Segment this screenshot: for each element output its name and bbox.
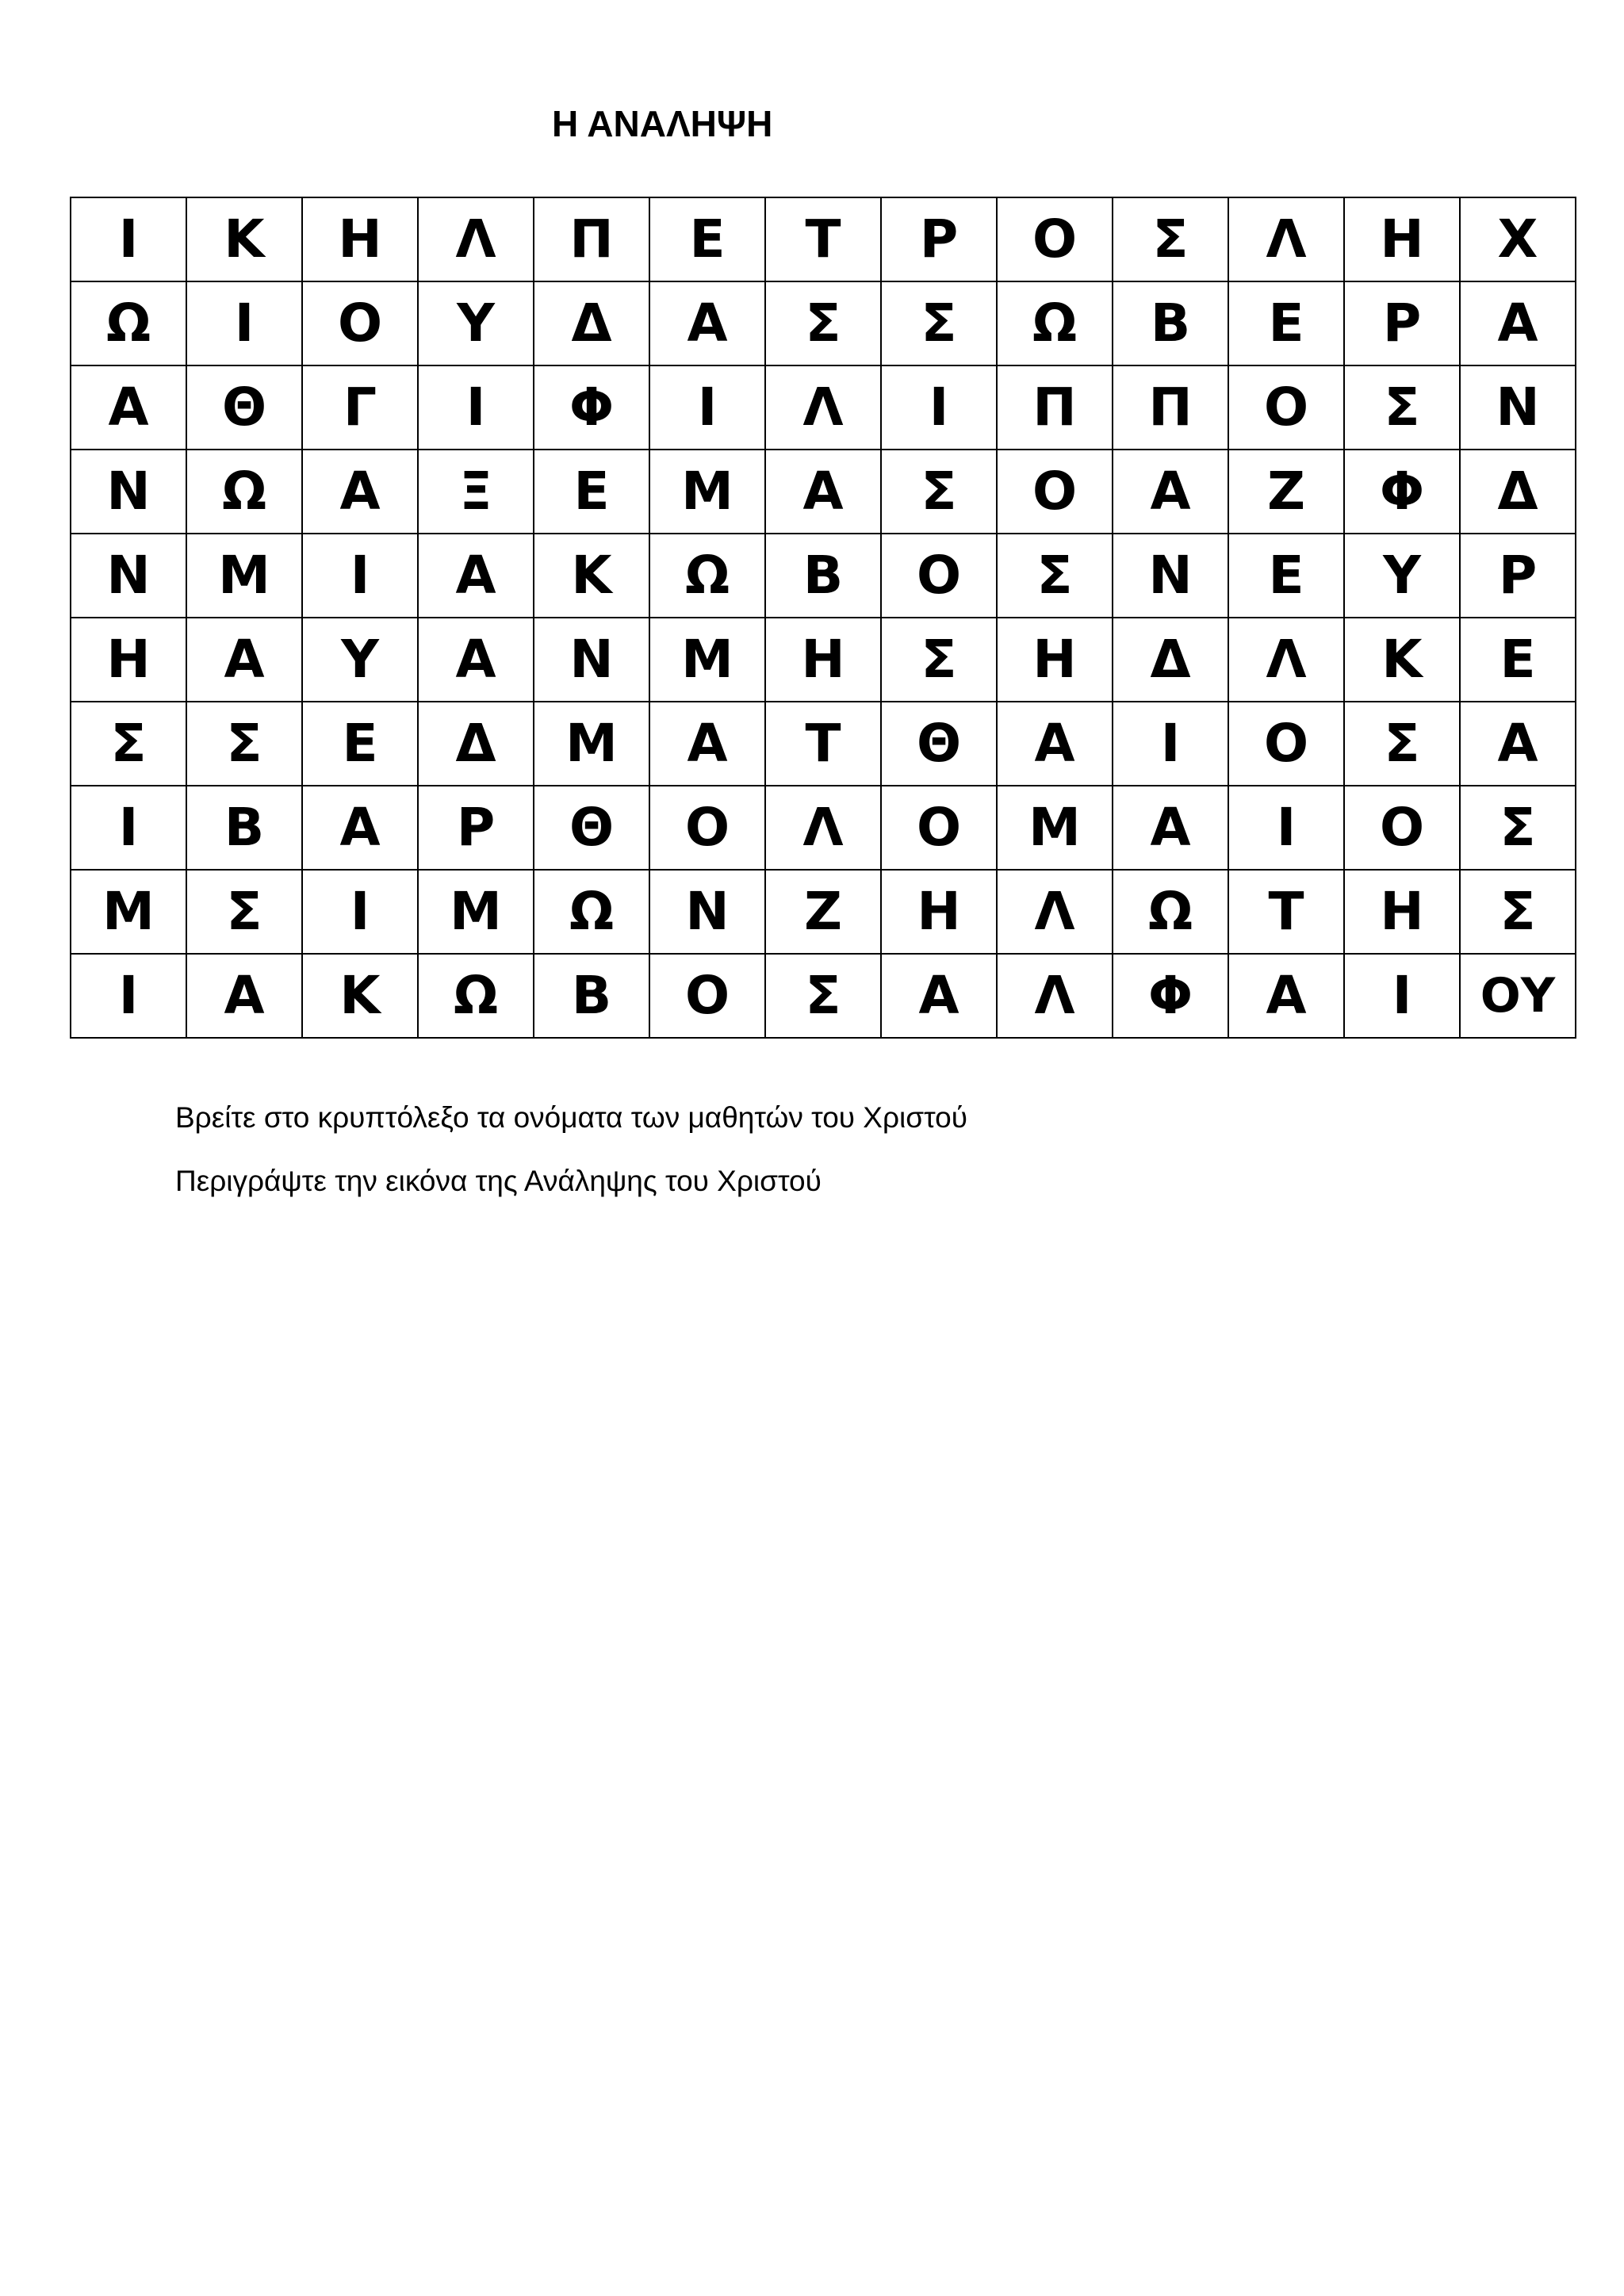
grid-cell: Φ [534,365,649,450]
instruction-find-names: Βρείτε στο κρυπτόλεξο τα ονόματα των μαθητών του Χριστού [175,1101,967,1134]
grid-cell: Ε [1228,281,1344,365]
grid-cell: Α [1113,450,1228,534]
grid-cell: Ξ [418,450,534,534]
grid-cell: Φ [1344,450,1460,534]
grid-cell: Μ [649,618,765,702]
grid-row [71,534,1576,618]
grid-cell: Ι [1228,786,1344,870]
grid-cell: Ζ [765,870,881,954]
grid-cell: Π [997,365,1113,450]
grid-cell: Λ [997,870,1113,954]
grid-cell: Σ [1460,786,1576,870]
grid-cell: Μ [418,870,534,954]
grid-cell: Ρ [1344,281,1460,365]
grid-cell: Ο [881,786,997,870]
grid-cell: Λ [418,197,534,281]
grid-cell: Α [1460,702,1576,786]
grid-cell: Ω [71,281,186,365]
grid-cell: Α [186,618,302,702]
grid-row [71,197,1576,281]
grid-cell: Π [534,197,649,281]
instruction-describe-image: Περιγράψτε την εικόνα της Ανάληψης του Χριστού [175,1165,822,1197]
grid-cell: Ν [1460,365,1576,450]
grid-cell: Ι [71,954,186,1038]
grid-cell: Τ [765,197,881,281]
grid-row [71,954,1576,1038]
grid-cell: Ω [997,281,1113,365]
grid-cell: Σ [1344,365,1460,450]
grid-cell: Σ [1344,702,1460,786]
grid-cell: ΟΥ [1460,954,1576,1038]
grid-cell: Ο [1228,702,1344,786]
grid-cell: Ο [997,197,1113,281]
grid-cell: Σ [997,534,1113,618]
grid-cell: Ο [649,954,765,1038]
grid-cell: Γ [302,365,418,450]
grid-cell: Λ [1228,618,1344,702]
grid-cell: Ρ [418,786,534,870]
grid-cell: Θ [534,786,649,870]
grid-cell: Σ [186,870,302,954]
grid-cell: Α [418,534,534,618]
grid-cell: Κ [534,534,649,618]
grid-cell: Υ [418,281,534,365]
grid-cell: Ο [881,534,997,618]
grid-cell: Β [765,534,881,618]
grid-cell: Η [71,618,186,702]
grid-cell: Ω [1113,870,1228,954]
word-search-grid [70,197,1576,1039]
grid-cell: Θ [186,365,302,450]
grid-cell: Υ [1344,534,1460,618]
grid-cell: Ι [71,197,186,281]
grid-cell: Α [649,702,765,786]
grid-cell: Μ [649,450,765,534]
grid-cell: Μ [186,534,302,618]
grid-cell: Ε [1228,534,1344,618]
grid-cell: Υ [302,618,418,702]
grid-cell: Α [997,702,1113,786]
grid-cell: Δ [418,702,534,786]
grid-row [71,786,1576,870]
grid-cell: Ι [881,365,997,450]
grid-row [71,450,1576,534]
grid-cell: Ν [534,618,649,702]
grid-cell: Ι [649,365,765,450]
grid-cell: Η [881,870,997,954]
grid-cell: Τ [1228,870,1344,954]
grid-cell: Ω [534,870,649,954]
grid-cell: Ι [71,786,186,870]
grid-cell: Μ [534,702,649,786]
grid-cell: Ι [1344,954,1460,1038]
grid-cell: Μ [997,786,1113,870]
grid-cell: Λ [765,786,881,870]
grid-cell: Ε [302,702,418,786]
grid-row [71,702,1576,786]
grid-cell: Ρ [1460,534,1576,618]
grid-cell: Σ [71,702,186,786]
grid-cell: Ε [534,450,649,534]
grid-cell: Α [881,954,997,1038]
grid-cell: Ν [1113,534,1228,618]
grid-cell: Σ [1113,197,1228,281]
grid-cell: Λ [1228,197,1344,281]
grid-cell: Τ [765,702,881,786]
grid-cell: Σ [765,281,881,365]
grid-cell: Σ [881,281,997,365]
grid-cell: Χ [1460,197,1576,281]
grid-cell: Σ [1460,870,1576,954]
grid-cell: Α [71,365,186,450]
grid-cell: Ε [649,197,765,281]
grid-cell: Ν [649,870,765,954]
grid-row [71,281,1576,365]
grid-cell: Ι [186,281,302,365]
grid-cell: Σ [881,450,997,534]
grid-cell: Σ [765,954,881,1038]
grid-cell: Λ [765,365,881,450]
grid-cell: Σ [881,618,997,702]
grid-cell: Η [1344,870,1460,954]
grid-row [71,365,1576,450]
grid-cell: Ω [649,534,765,618]
word-search-grid-body [71,197,1576,1038]
grid-cell: Α [186,954,302,1038]
grid-cell: Α [1228,954,1344,1038]
grid-cell: Β [534,954,649,1038]
grid-cell: Κ [302,954,418,1038]
grid-cell: Ρ [881,197,997,281]
grid-cell: Α [649,281,765,365]
grid-cell: Ν [71,450,186,534]
grid-cell: Ο [997,450,1113,534]
grid-cell: Α [1460,281,1576,365]
grid-cell: Α [302,450,418,534]
grid-cell: Λ [997,954,1113,1038]
grid-cell: Δ [1113,618,1228,702]
grid-cell: Κ [1344,618,1460,702]
grid-cell: Δ [1460,450,1576,534]
grid-cell: Α [765,450,881,534]
grid-cell: Ω [418,954,534,1038]
grid-cell: Δ [534,281,649,365]
grid-cell: Ν [71,534,186,618]
grid-cell: Ι [418,365,534,450]
grid-cell: Ι [1113,702,1228,786]
grid-cell: Α [302,786,418,870]
grid-cell: Φ [1113,954,1228,1038]
grid-cell: Ο [302,281,418,365]
grid-cell: Ι [302,870,418,954]
grid-cell: Π [1113,365,1228,450]
grid-cell: Α [1113,786,1228,870]
grid-cell: Ο [1344,786,1460,870]
grid-cell: Σ [186,702,302,786]
grid-cell: Β [186,786,302,870]
grid-cell: Μ [71,870,186,954]
grid-cell: Β [1113,281,1228,365]
grid-cell: Κ [186,197,302,281]
grid-cell: Ε [1460,618,1576,702]
grid-cell: Ω [186,450,302,534]
grid-cell: Ο [1228,365,1344,450]
grid-row [71,618,1576,702]
grid-cell: Η [765,618,881,702]
grid-cell: Ι [302,534,418,618]
grid-cell: Η [302,197,418,281]
grid-cell: Ο [649,786,765,870]
grid-row [71,870,1576,954]
grid-cell: Η [1344,197,1460,281]
grid-cell: Θ [881,702,997,786]
grid-cell: Ζ [1228,450,1344,534]
page-title: Η ΑΝΑΛΗΨΗ [552,103,773,144]
grid-cell: Η [997,618,1113,702]
grid-cell: Α [418,618,534,702]
